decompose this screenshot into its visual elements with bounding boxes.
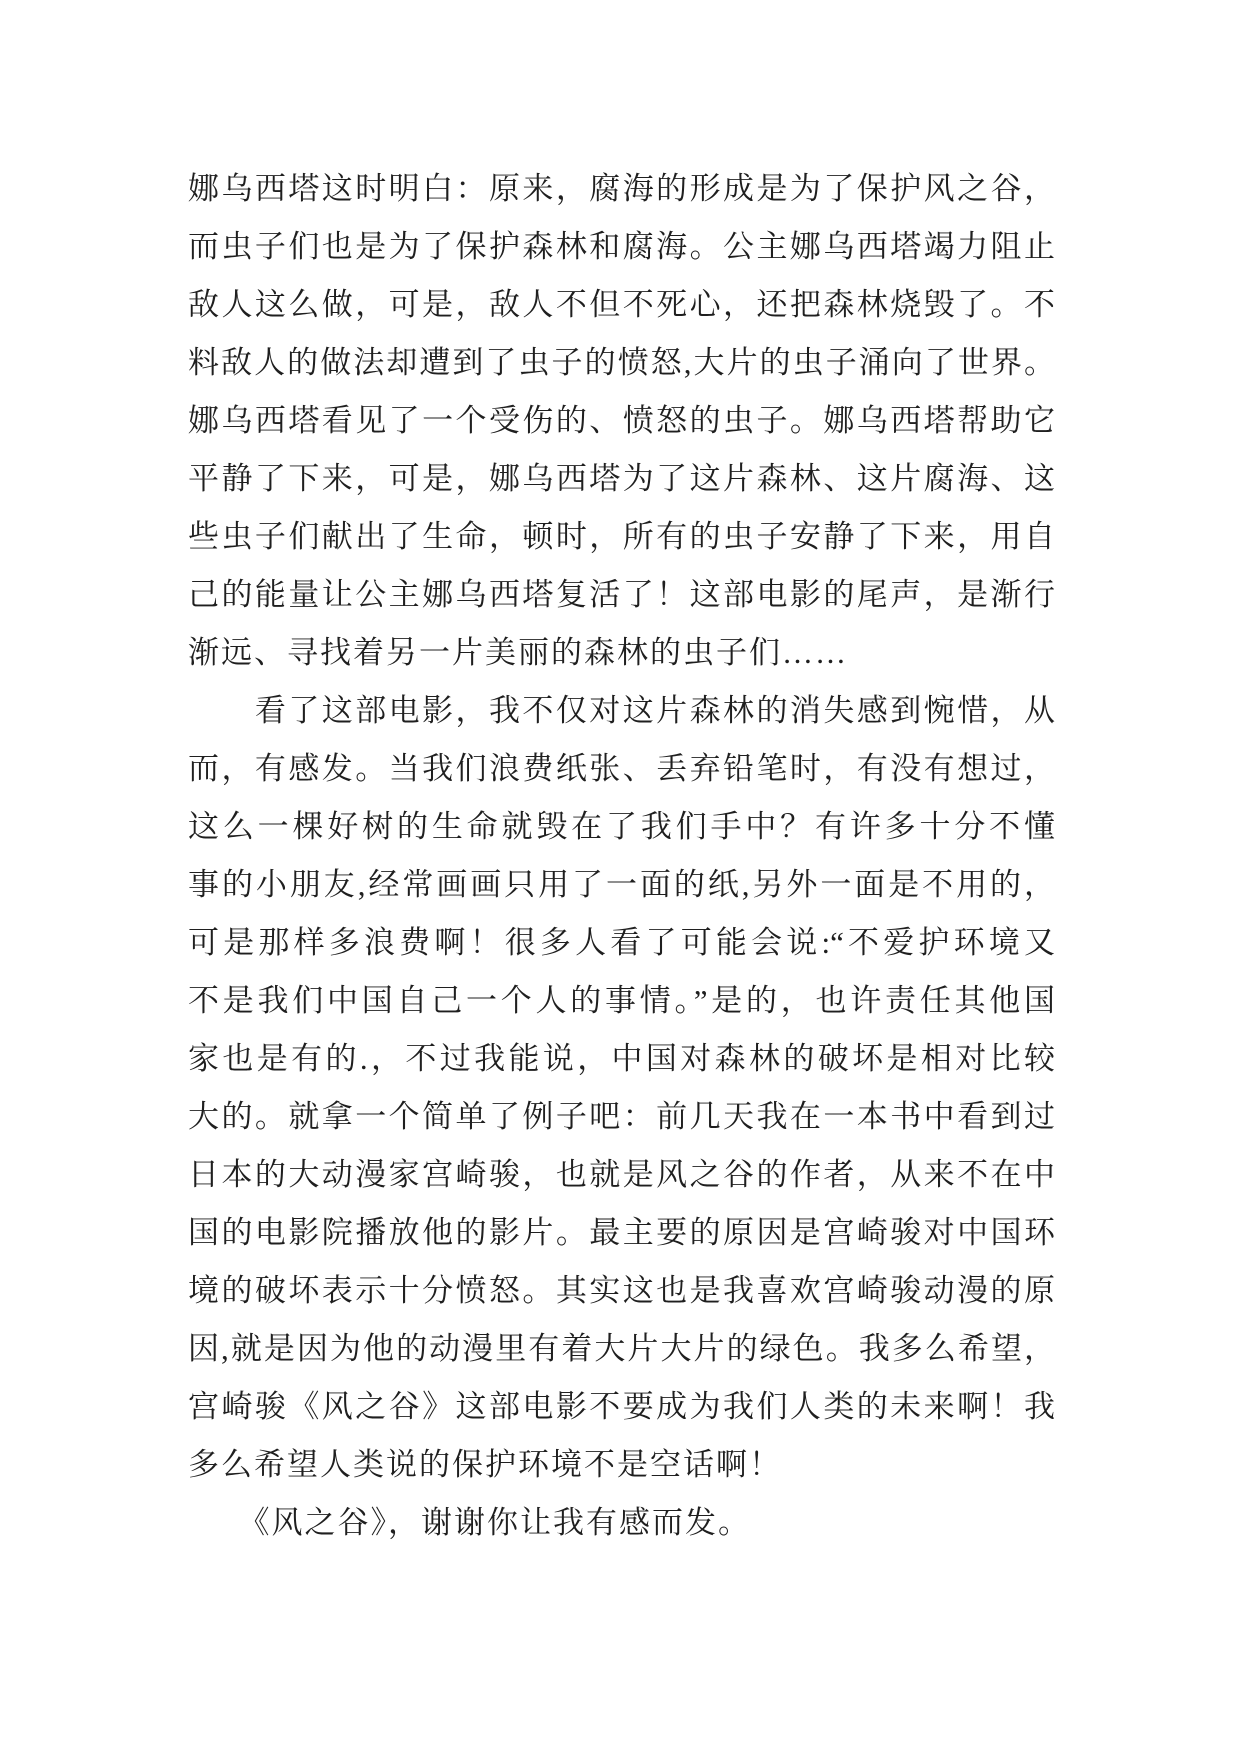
text-line: 不是我们中国自己一个人的事情。”是的，也许责任其他国 <box>188 983 1055 1018</box>
text-line: 境的破坏表示十分愤怒。其实这也是我喜欢宫崎骏动漫的原 <box>188 1273 1055 1308</box>
text-line: 这么一棵好树的生命就毁在了我们手中？有许多十分不懂 <box>188 809 1055 844</box>
text-line: 己的能量让公主娜乌西塔复活了！这部电影的尾声，是渐行 <box>188 577 1055 612</box>
text-line: 家也是有的.，不过我能说，中国对森林的破坏是相对比较 <box>188 1041 1055 1076</box>
text-line: 而，有感发。当我们浪费纸张、丢弃铅笔时，有没有想过， <box>188 751 1055 786</box>
text-line: 娜乌西塔这时明白：原来，腐海的形成是为了保护风之谷， <box>188 171 1055 206</box>
text-line: 而虫子们也是为了保护森林和腐海。公主娜乌西塔竭力阻止 <box>188 229 1055 264</box>
text-line: 娜乌西塔看见了一个受伤的、愤怒的虫子。娜乌西塔帮助它 <box>188 403 1055 438</box>
text-line: 事的小朋友,经常画画只用了一面的纸,另外一面是不用的， <box>188 867 1055 902</box>
text-line: 日本的大动漫家宫崎骏，也就是风之谷的作者，从来不在中 <box>188 1157 1055 1192</box>
text-line: 国的电影院播放他的影片。最主要的原因是宫崎骏对中国环 <box>188 1215 1055 1250</box>
text-line: 看了这部电影，我不仅对这片森林的消失感到惋惜，从 <box>188 693 1055 728</box>
text-line: 敌人这么做，可是，敌人不但不死心，还把森林烧毁了。不 <box>188 287 1055 322</box>
text-line: 可是那样多浪费啊！很多人看了可能会说:“不爱护环境又 <box>188 925 1055 960</box>
text-line: 平静了下来，可是，娜乌西塔为了这片森林、这片腐海、这 <box>188 461 1055 496</box>
text-line: 料敌人的做法却遭到了虫子的愤怒,大片的虫子涌向了世界。 <box>188 345 1055 380</box>
text-line: 《风之谷》，谢谢你让我有感而发。 <box>188 1505 751 1540</box>
text-line: 多么希望人类说的保护环境不是空话啊！ <box>188 1447 782 1482</box>
text-line: 宫崎骏《风之谷》这部电影不要成为我们人类的未来啊！我 <box>188 1389 1055 1424</box>
text-line: 因,就是因为他的动漫里有着大片大片的绿色。我多么希望， <box>188 1331 1055 1366</box>
text-line: 些虫子们献出了生命，顿时，所有的虫子安静了下来，用自 <box>188 519 1055 554</box>
text-line: 渐远、寻找着另一片美丽的森林的虫子们…… <box>188 635 848 670</box>
text-line: 大的。就拿一个简单了例子吧：前几天我在一本书中看到过 <box>188 1099 1055 1134</box>
